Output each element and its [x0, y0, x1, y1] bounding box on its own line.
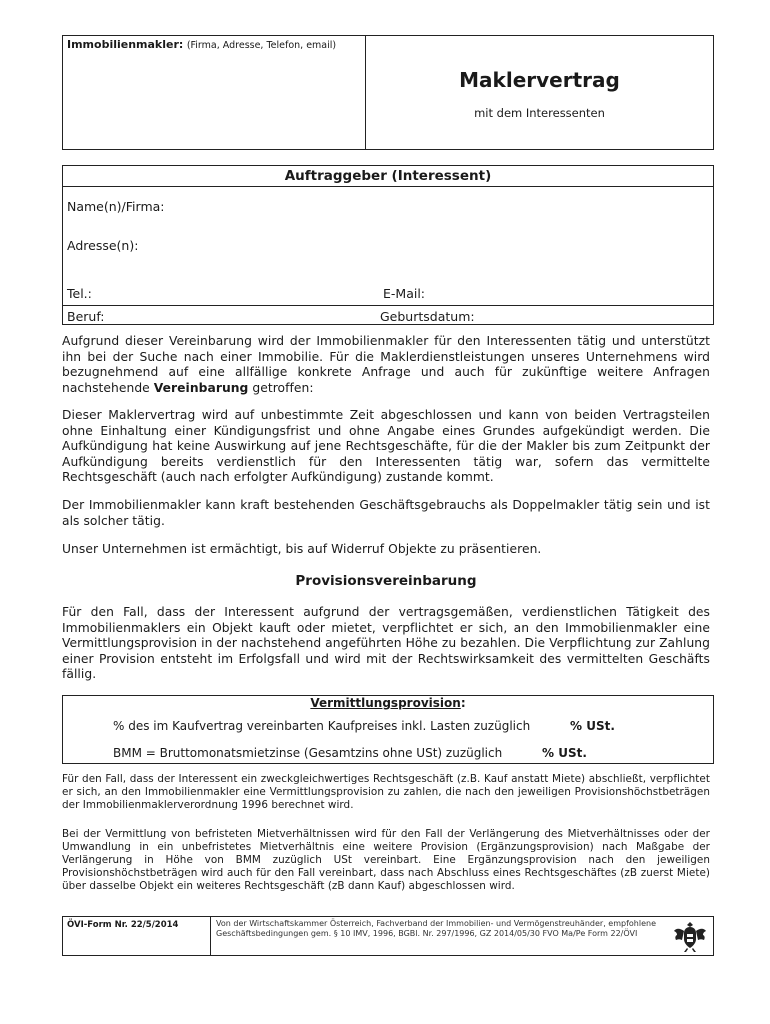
- fee-line-rent-vat: % USt.: [542, 746, 587, 760]
- client-heading: Auftraggeber (Interessent): [284, 168, 492, 184]
- address-label: Adresse(n):: [67, 238, 139, 253]
- fee-heading-line: [62, 696, 714, 710]
- footer-note: Von der Wirtschaftskammer Österreich, Fachverband der Immobilien- und Vermögenstreuhänder, empfohlene Geschäftsbedingungen gem. § 10 IMV, 1996, BGBl. Nr. 297/1996, GZ 2014/05/30 FVO Ma/Pe Form 22/ÖVI: [216, 919, 656, 938]
- client-heading-divider: [62, 186, 714, 187]
- commission-paragraph: Für den Fall, dass der Interessent aufgrund der vertragsgemäßen, verdienstlichen Tätigkeit des Immobilienmaklers ein Objekt kauft oder mietet, verpflichtet er sich, an den Immobilienmakler eine Vermittlungsprovision in der nachstehend angeführten Höhe zu bezahlen. Die Verpflichtung zur Zahlung einer Provision entsteht im Erfolgsfall und wird mit der Rechtswirksamkeit des vermittelten Geschäfts fällig.: [62, 605, 710, 681]
- fee-heading: Vermittlungsprovision: [310, 696, 461, 710]
- name-label: Name(n)/Firma:: [67, 199, 165, 214]
- fee-line-purchase: % des im Kaufvertrag vereinbarten Kaufpreises inkl. Lasten zuzüglich: [113, 719, 531, 733]
- client-box: [62, 165, 714, 325]
- title-box: [365, 35, 714, 150]
- presentation-paragraph: Unser Unternehmen ist ermächtigt, bis auf Widerruf Objekte zu präsentieren.: [62, 542, 542, 556]
- broker-label: Immobilienmakler:: [67, 38, 184, 51]
- supplementary-commission-paragraph: Bei der Vermittlung von befristeten Mietverhältnissen wird für den Fall der Verlängerung des Mietverhältnisses oder der Umwandlung in ein unbefristetes Mietverhältnis eine weitere Provision (Ergänzungsprovision) nach Maßgabe der Verlängerung in Höhe von BMM zuzüglich USt vereinbart. Eine Ergänzungsprovision nach den jeweiligen Provisionshöchstbeträgen wird auch für den Fall vereinbart, dass nach Abschluss eines Rechtsgeschäftes (zB zuerst Miete) über dasselbe Objekt ein weiteres Rechtsgeschäft (zB dann Kauf) abgeschlossen wird.: [62, 828, 710, 892]
- intro-bold: Vereinbarung: [153, 380, 249, 395]
- birthdate-label: Geburtsdatum:: [380, 309, 475, 324]
- intro-text-end: getroffen:: [248, 380, 314, 395]
- termination-paragraph: Dieser Maklervertrag wird auf unbestimmte Zeit abgeschlossen und kann von beiden Vertragsteilen ohne Einhaltung einer Kündigungsfrist und ohne Angabe eines Grundes aufgekündigt werden. Die Aufkündigung hat keine Auswirkung auf jene Rechtsgeschäfte, für die der Makler bis zum Zeitpunkt der Aufkündigung bereits verdienstlich für den Interessenten tätig war, sofern das vermittelte Rechtsgeschäft (auch nach erfolgter Aufkündigung) zustande kommt.: [62, 408, 710, 484]
- intro-text: Aufgrund dieser Vereinbarung wird der Immobilienmakler für den Interessenten tätig und unterstützt ihn bei der Suche nach einer Immobilie. Für die Maklerdienstleistungen unseres Unternehmens wird bezugnehmend auf eine allfällige konkrete Anfrage und auch für zukünftige weitere Anfragen nachstehende: [62, 334, 710, 395]
- intro-paragraph: [62, 334, 710, 396]
- email-label: E-Mail:: [383, 286, 426, 301]
- broker-hint: (Firma, Adresse, Telefon, email): [186, 40, 337, 51]
- fee-heading-colon: :: [460, 696, 466, 710]
- profession-label: Beruf:: [67, 309, 105, 324]
- equivalent-deal-paragraph: Für den Fall, dass der Interessent ein zweckgleichwertiges Rechtsgeschäft (z.B. Kauf anstatt Miete) abschließt, verpflichtet er sich, an den Immobilienmakler eine Vermittlungsprovision zu zahlen, die nach den jeweiligen Provisionshöchstbeträgen der Immobilienmaklerverordnung 1996 berechnet wird.: [62, 773, 710, 811]
- form-id: ÖVI-Form Nr. 22/5/2014: [67, 920, 179, 930]
- broker-box: [62, 35, 366, 150]
- contract-title: Maklervertrag: [459, 68, 620, 92]
- fee-line-rent: BMM = Bruttomonatsmietzinse (Gesamtzins ohne USt) zuzüglich: [113, 746, 503, 760]
- austrian-eagle-icon: [673, 919, 707, 953]
- broker-label-line: [67, 38, 336, 51]
- footer-divider: [210, 916, 211, 956]
- contract-subtitle: mit dem Interessenten: [474, 106, 605, 120]
- commission-heading: Provisionsvereinbarung: [295, 573, 477, 589]
- client-row-divider: [62, 305, 714, 306]
- double-broker-paragraph: Der Immobilienmakler kann kraft bestehenden Geschäftsgebrauchs als Doppelmakler tätig sein und ist als solcher tätig.: [62, 498, 710, 528]
- phone-label: Tel.:: [67, 286, 92, 301]
- fee-line-purchase-vat: % USt.: [570, 719, 615, 733]
